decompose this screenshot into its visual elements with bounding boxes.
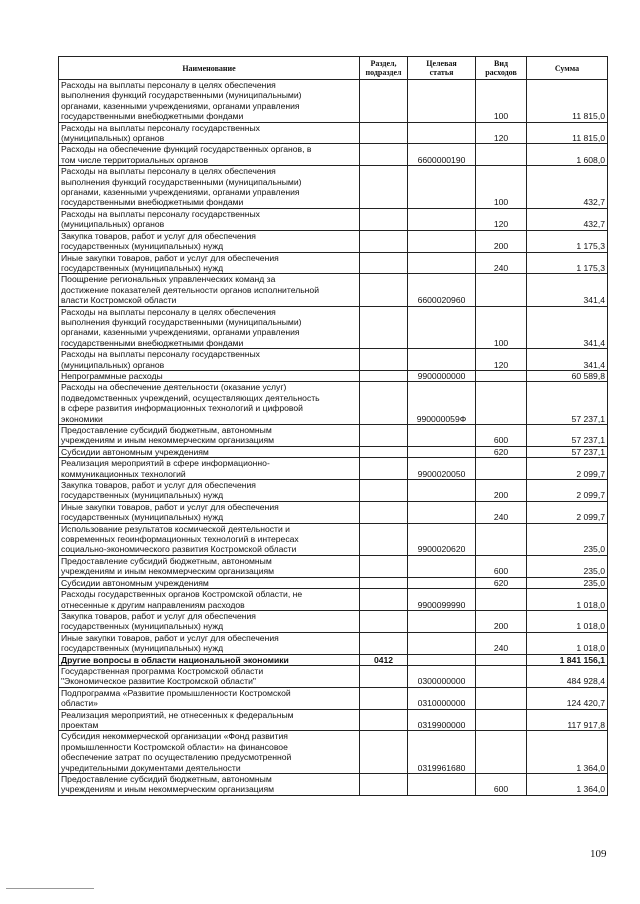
- cell-kind: [476, 709, 527, 731]
- cell-sum: 1 018,0: [527, 589, 608, 611]
- cell-sum: 2 099,7: [527, 501, 608, 523]
- cell-kind: 120: [476, 122, 527, 144]
- cell-name: Непрограммные расходы: [59, 370, 360, 381]
- cell-sum: 2 099,7: [527, 458, 608, 480]
- header-name: Наименование: [59, 57, 360, 80]
- cell-section: [360, 144, 408, 166]
- cell-target: 0319961680: [408, 731, 476, 774]
- cell-section: [360, 665, 408, 687]
- cell-kind: 200: [476, 480, 527, 502]
- header-section: Раздел, подраздел: [360, 57, 408, 80]
- cell-target: [408, 577, 476, 588]
- cell-kind: [476, 523, 527, 555]
- cell-sum: 11 815,0: [527, 122, 608, 144]
- cell-name: Предоставление субсидий бюджетным, автономным учреждениям и иным некоммерческим организациям: [59, 774, 360, 796]
- table-row: [59, 382, 608, 425]
- cell-section: [360, 731, 408, 774]
- table-row: [59, 610, 608, 632]
- cell-name: Расходы на выплаты персоналу в целях обеспечения выполнения функций государственными (муниципальными) органами, казенными учреждениями, органами управления государственными внебюджетными фондами: [59, 80, 360, 123]
- cell-name: Другие вопросы в области национальной экономики: [59, 654, 360, 665]
- table-row: [59, 665, 608, 687]
- cell-name: Предоставление субсидий бюджетным, автономным учреждениям и иным некоммерческим организациям: [59, 555, 360, 577]
- cell-sum: 1 018,0: [527, 610, 608, 632]
- cell-sum: 57 237,1: [527, 446, 608, 457]
- cell-sum: 341,4: [527, 306, 608, 349]
- cell-kind: 200: [476, 230, 527, 252]
- cell-sum: 432,7: [527, 166, 608, 209]
- cell-sum: 124 420,7: [527, 687, 608, 709]
- table-row: [59, 122, 608, 144]
- table-row: [59, 144, 608, 166]
- cell-target: 9900000000: [408, 370, 476, 381]
- cell-target: [408, 230, 476, 252]
- cell-kind: 120: [476, 349, 527, 371]
- cell-name: Закупка товаров, работ и услуг для обеспечения государственных (муниципальных) нужд: [59, 480, 360, 502]
- cell-section: [360, 166, 408, 209]
- cell-target: [408, 446, 476, 457]
- cell-sum: 1 364,0: [527, 774, 608, 796]
- cell-kind: 200: [476, 610, 527, 632]
- table-row: [59, 166, 608, 209]
- cell-target: [408, 774, 476, 796]
- cell-section: [360, 523, 408, 555]
- cell-kind: 240: [476, 501, 527, 523]
- table-row: [59, 555, 608, 577]
- cell-sum: 432,7: [527, 208, 608, 230]
- cell-name: Реализация мероприятий в сфере информационно- коммуникационных технологий: [59, 458, 360, 480]
- cell-kind: [476, 589, 527, 611]
- cell-sum: 1 608,0: [527, 144, 608, 166]
- cell-target: [408, 632, 476, 654]
- cell-target: 9900099990: [408, 589, 476, 611]
- cell-kind: 600: [476, 774, 527, 796]
- cell-name: Иные закупки товаров, работ и услуг для обеспечения государственных (муниципальных) нужд: [59, 501, 360, 523]
- cell-kind: 620: [476, 577, 527, 588]
- cell-name: Закупка товаров, работ и услуг для обеспечения государственных (муниципальных) нужд: [59, 610, 360, 632]
- cell-kind: 120: [476, 208, 527, 230]
- cell-section: [360, 274, 408, 306]
- cell-target: 6600000190: [408, 144, 476, 166]
- cell-section: [360, 306, 408, 349]
- cell-name: Государственная программа Костромской области "Экономическое развитие Костромской области": [59, 665, 360, 687]
- cell-sum: 484 928,4: [527, 665, 608, 687]
- table-row: [59, 446, 608, 457]
- header-sum: Сумма: [527, 57, 608, 80]
- cell-name: Подпрограмма «Развитие промышленности Костромской области»: [59, 687, 360, 709]
- cell-kind: 100: [476, 80, 527, 123]
- table-row: [59, 230, 608, 252]
- cell-section: [360, 446, 408, 457]
- table-row: [59, 654, 608, 665]
- table-row: [59, 632, 608, 654]
- cell-sum: 60 589,8: [527, 370, 608, 381]
- cell-name: Субсидии автономным учреждениям: [59, 446, 360, 457]
- cell-kind: 240: [476, 632, 527, 654]
- cell-section: [360, 458, 408, 480]
- table-row: [59, 731, 608, 774]
- table-row: [59, 687, 608, 709]
- cell-section: [360, 252, 408, 274]
- table-row: [59, 480, 608, 502]
- cell-target: 990000059Ф: [408, 382, 476, 425]
- cell-name: Иные закупки товаров, работ и услуг для обеспечения государственных (муниципальных) нужд: [59, 252, 360, 274]
- cell-name: Субсидия некоммерческой организации «Фонд развития промышленности Костромской области» на финансовое обеспечение затрат по осуществлению предусмотренной учредительными документами деятельности: [59, 731, 360, 774]
- cell-kind: [476, 458, 527, 480]
- cell-target: [408, 349, 476, 371]
- table-row: [59, 523, 608, 555]
- cell-section: [360, 425, 408, 447]
- cell-name: Расходы на выплаты персоналу государственных (муниципальных) органов: [59, 208, 360, 230]
- cell-kind: 600: [476, 425, 527, 447]
- cell-kind: [476, 665, 527, 687]
- cell-sum: 1 175,3: [527, 230, 608, 252]
- cell-name: Расходы на выплаты персоналу в целях обеспечения выполнения функций государственными (муниципальными) органами, казенными учреждениями, органами управления государственными внебюджетными фондами: [59, 166, 360, 209]
- cell-kind: 100: [476, 306, 527, 349]
- table-row: [59, 458, 608, 480]
- cell-target: 9900020050: [408, 458, 476, 480]
- cell-target: [408, 425, 476, 447]
- cell-kind: [476, 687, 527, 709]
- cell-kind: 100: [476, 166, 527, 209]
- cell-sum: 235,0: [527, 555, 608, 577]
- table-row: [59, 274, 608, 306]
- cell-kind: [476, 731, 527, 774]
- cell-sum: 2 099,7: [527, 480, 608, 502]
- table-row: [59, 208, 608, 230]
- cell-target: [408, 610, 476, 632]
- cell-name: Реализация мероприятий, не отнесенных к федеральным проектам: [59, 709, 360, 731]
- cell-target: 0310000000: [408, 687, 476, 709]
- cell-kind: [476, 382, 527, 425]
- cell-kind: 600: [476, 555, 527, 577]
- cell-sum: 341,4: [527, 349, 608, 371]
- cell-target: 0319900000: [408, 709, 476, 731]
- table-row: [59, 370, 608, 381]
- table-row: [59, 306, 608, 349]
- cell-target: [408, 122, 476, 144]
- cell-section: [360, 480, 408, 502]
- cell-section: 0412: [360, 654, 408, 665]
- cell-kind: [476, 274, 527, 306]
- cell-section: [360, 709, 408, 731]
- cell-target: [408, 555, 476, 577]
- cell-sum: 235,0: [527, 523, 608, 555]
- cell-target: [408, 654, 476, 665]
- cell-section: [360, 632, 408, 654]
- budget-table-container: [58, 56, 607, 796]
- cell-section: [360, 589, 408, 611]
- cell-name: Иные закупки товаров, работ и услуг для обеспечения государственных (муниципальных) нужд: [59, 632, 360, 654]
- cell-kind: 620: [476, 446, 527, 457]
- table-row: [59, 577, 608, 588]
- cell-name: Субсидии автономным учреждениям: [59, 577, 360, 588]
- cell-section: [360, 577, 408, 588]
- cell-target: [408, 501, 476, 523]
- cell-name: Расходы на выплаты персоналу государственных (муниципальных) органов: [59, 122, 360, 144]
- cell-name: Закупка товаров, работ и услуг для обеспечения государственных (муниципальных) нужд: [59, 230, 360, 252]
- header-kind: Вид расходов: [476, 57, 527, 80]
- table-row: [59, 80, 608, 123]
- cell-target: 9900020620: [408, 523, 476, 555]
- cell-target: 6600020960: [408, 274, 476, 306]
- cell-section: [360, 501, 408, 523]
- cell-target: [408, 80, 476, 123]
- cell-kind: [476, 654, 527, 665]
- cell-name: Расходы на выплаты персоналу государственных (муниципальных) органов: [59, 349, 360, 371]
- cell-section: [360, 370, 408, 381]
- cell-target: [408, 166, 476, 209]
- cell-section: [360, 774, 408, 796]
- table-row: [59, 349, 608, 371]
- cell-target: 0300000000: [408, 665, 476, 687]
- cell-sum: 341,4: [527, 274, 608, 306]
- table-row: [59, 709, 608, 731]
- table-row: [59, 425, 608, 447]
- budget-table: [58, 56, 608, 796]
- cell-name: Расходы государственных органов Костромской области, не отнесенные к другим направлениям расходов: [59, 589, 360, 611]
- cell-sum: 11 815,0: [527, 80, 608, 123]
- cell-section: [360, 687, 408, 709]
- cell-section: [360, 208, 408, 230]
- cell-target: [408, 208, 476, 230]
- cell-section: [360, 349, 408, 371]
- cell-sum: 1 018,0: [527, 632, 608, 654]
- cell-section: [360, 80, 408, 123]
- table-row: [59, 252, 608, 274]
- cell-target: [408, 306, 476, 349]
- cell-sum: 1 364,0: [527, 731, 608, 774]
- page-number: 109: [590, 848, 607, 860]
- header-target: Целевая статья: [408, 57, 476, 80]
- cell-sum: 235,0: [527, 577, 608, 588]
- cell-name: Расходы на обеспечение деятельности (оказание услуг) подведомственных учреждений, осуществляющих деятельность в сфере развития информационных технологий и цифровой экономики: [59, 382, 360, 425]
- cell-section: [360, 382, 408, 425]
- cell-section: [360, 230, 408, 252]
- table-row: [59, 589, 608, 611]
- cell-sum: 57 237,1: [527, 425, 608, 447]
- cell-target: [408, 480, 476, 502]
- cell-name: Использование результатов космической деятельности и современных геоинформационных технологий в интересах социально-экономического развития Костромской области: [59, 523, 360, 555]
- cell-name: Расходы на выплаты персоналу в целях обеспечения выполнения функций государственными (муниципальными) органами, казенными учреждениями, органами управления государственными внебюджетными фондами: [59, 306, 360, 349]
- footer-rule: [6, 888, 94, 889]
- cell-kind: [476, 370, 527, 381]
- cell-sum: 1 175,3: [527, 252, 608, 274]
- cell-name: Расходы на обеспечение функций государственных органов, в том числе территориальных органов: [59, 144, 360, 166]
- cell-sum: 1 841 156,1: [527, 654, 608, 665]
- cell-section: [360, 122, 408, 144]
- cell-section: [360, 610, 408, 632]
- cell-sum: 117 917,8: [527, 709, 608, 731]
- table-row: [59, 501, 608, 523]
- cell-target: [408, 252, 476, 274]
- cell-kind: 240: [476, 252, 527, 274]
- cell-name: Поощрение региональных управленческих команд за достижение показателей деятельности органов исполнительной власти Костромской области: [59, 274, 360, 306]
- cell-kind: [476, 144, 527, 166]
- cell-section: [360, 555, 408, 577]
- table-header-row: [59, 57, 608, 80]
- cell-name: Предоставление субсидий бюджетным, автономным учреждениям и иным некоммерческим организациям: [59, 425, 360, 447]
- cell-sum: 57 237,1: [527, 382, 608, 425]
- table-row: [59, 774, 608, 796]
